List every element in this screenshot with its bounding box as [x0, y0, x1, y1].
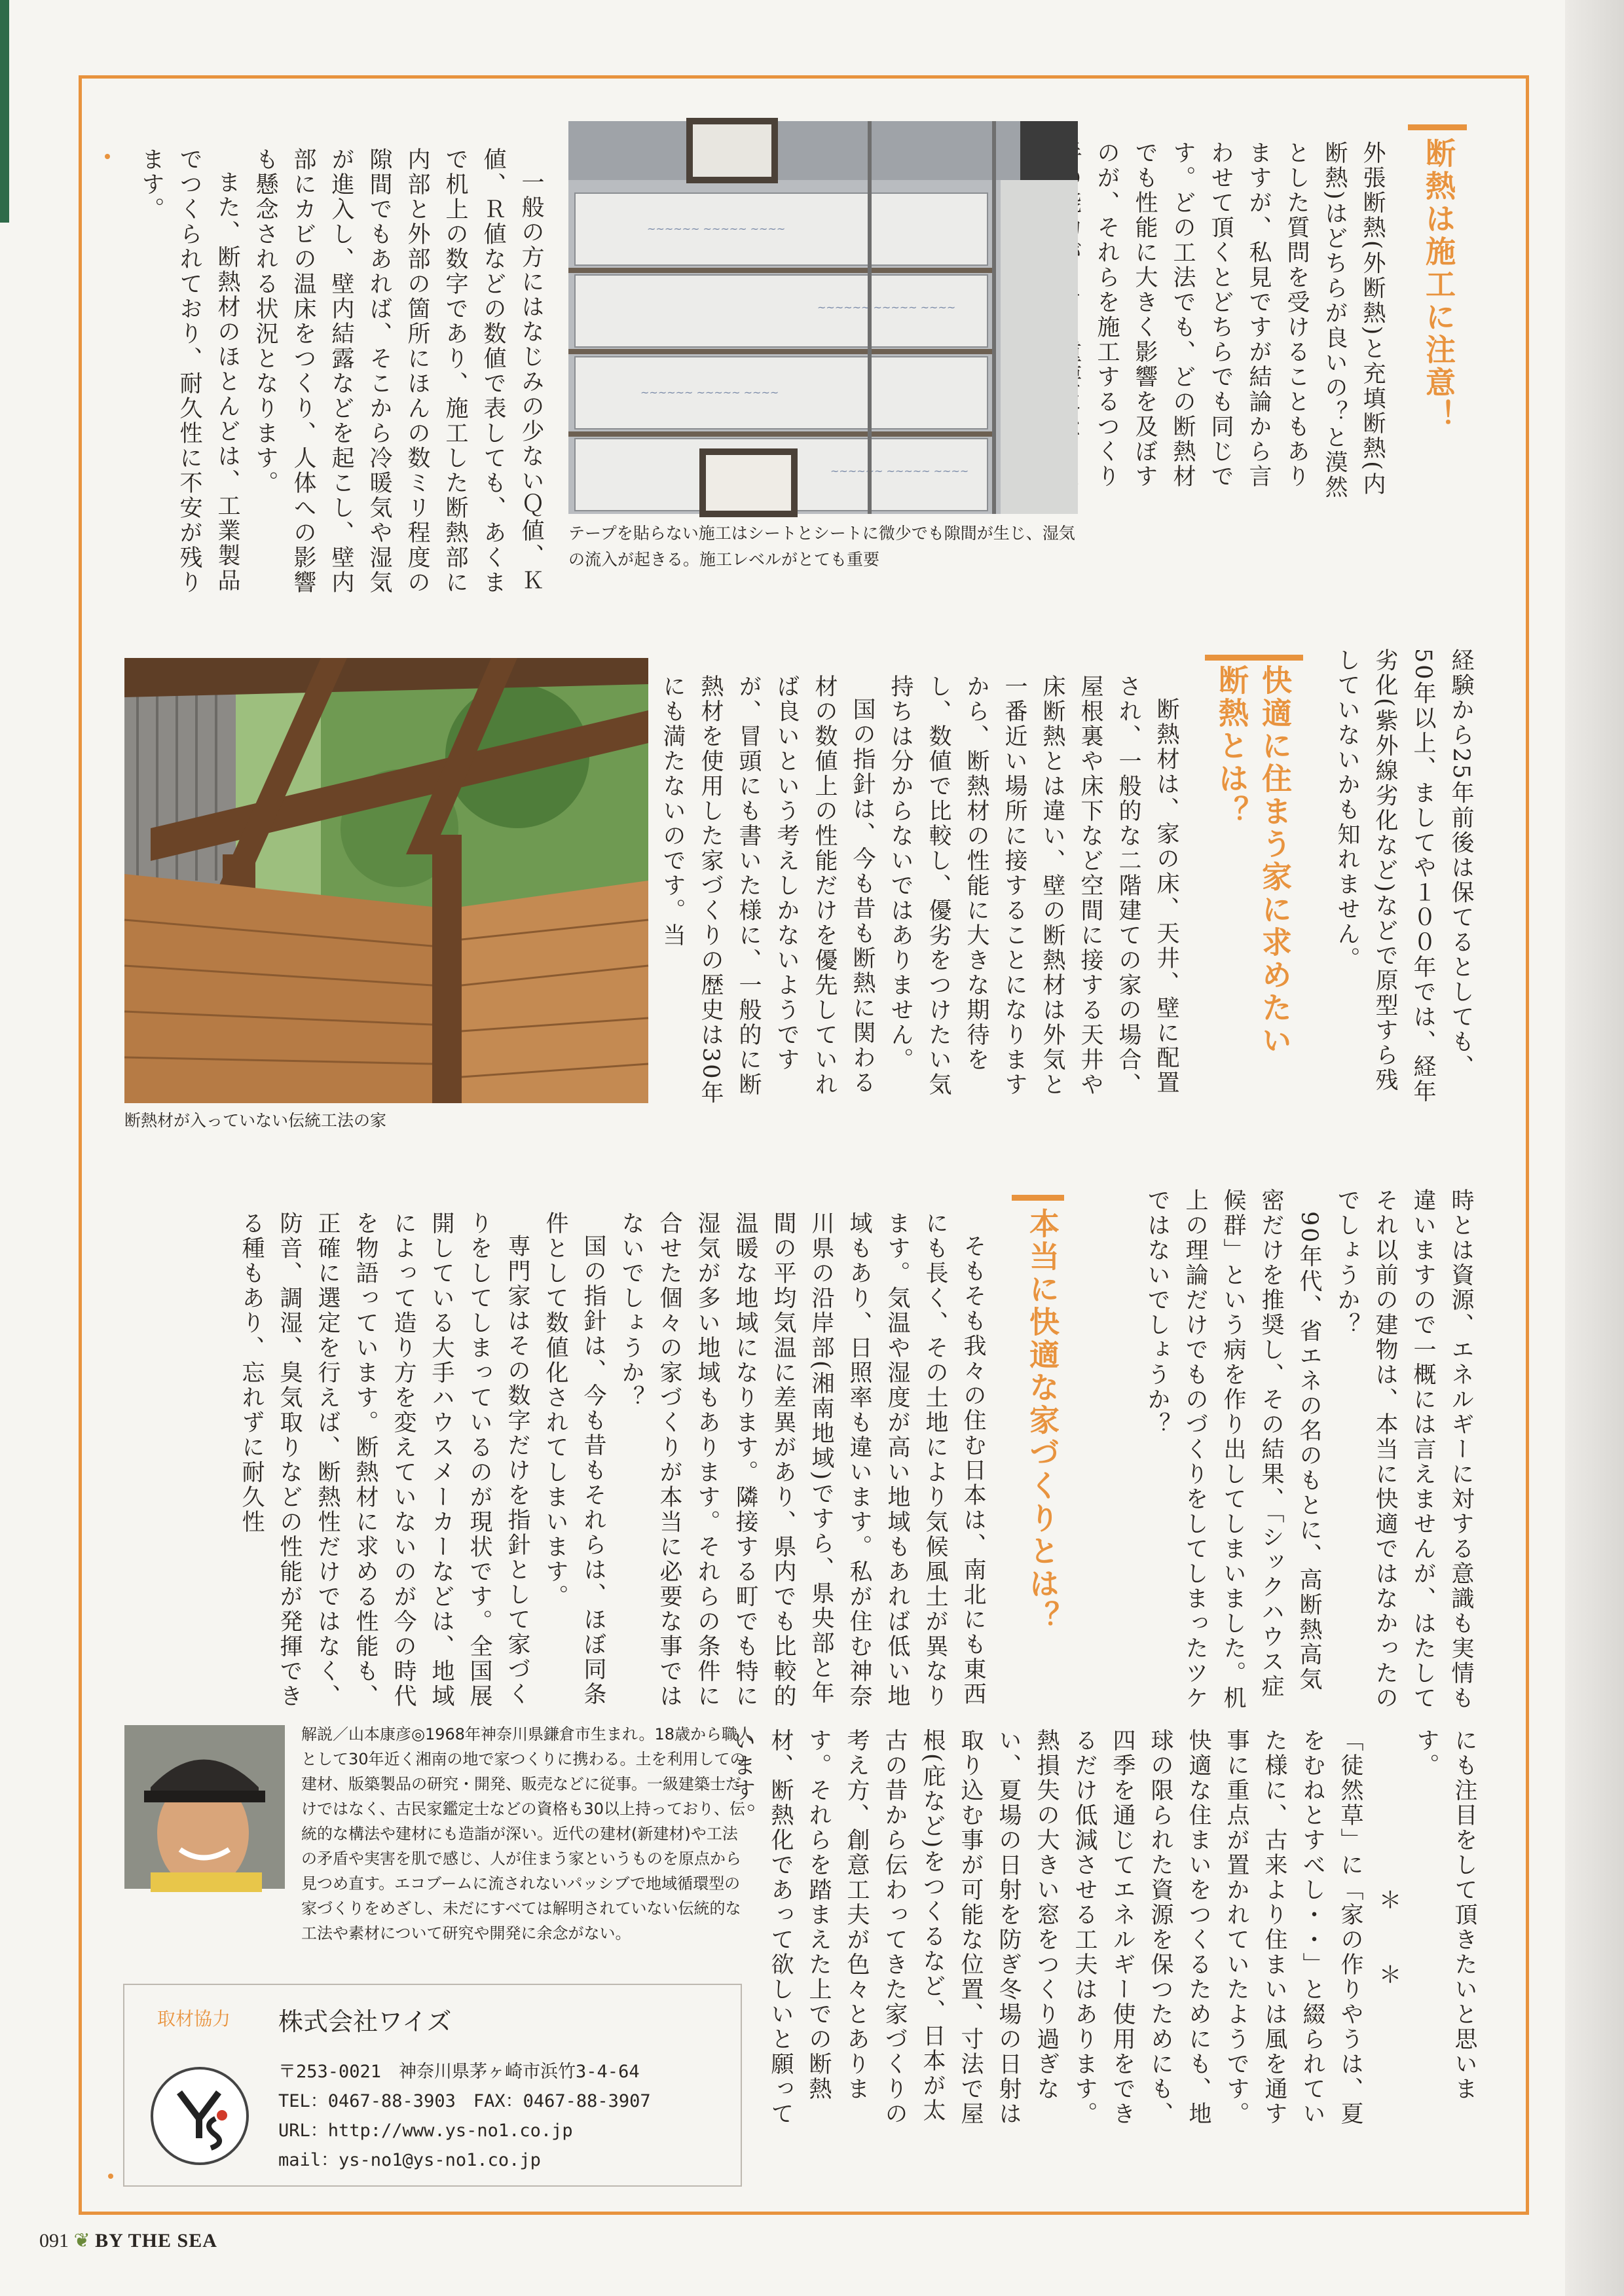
author-portrait [124, 1725, 285, 1889]
heading-bar [1205, 655, 1303, 661]
leaf-icon: ❦ [73, 2230, 96, 2251]
credit-phone-fax: TEL：0467-88-3903 FAX：0467-88-3907 [278, 2091, 651, 2111]
paragraph: 時とは資源、エネルギーに対する意識も実情も違いますので一概には言えませんが、はたしてそれ以前の建物は、本当に快適ではなかったのでしょうか？ [1334, 1188, 1474, 1711]
credit-label: 取材協力 [157, 2008, 231, 2030]
section-divider-stars: ＊ ＊ [1375, 1888, 1401, 1988]
section-heading-truly-comfortable-house: 本当に快適な家づくりとは？ [1025, 1208, 1060, 1633]
photo-caption: 断熱材が入っていない伝統工法の家 [124, 1111, 387, 1130]
svg-text:~~~~~~ ~~~~~ ~~~~: ~~~~~~ ~~~~~ ~~~~ [817, 301, 956, 314]
section-body-insulation-construction [1051, 141, 1392, 507]
credit-company-name: 株式会社ワイズ [278, 2007, 452, 2036]
decorative-dot [108, 2174, 113, 2179]
section-body-history [1139, 1188, 1480, 1712]
paragraph: にも注目をして頂きたいと思います。 [1413, 1728, 1477, 2102]
paragraph: 国の指針は、今も昔も断熱に関わる材の数値上の性能だけを優先していれば良いという考えしかないようですが、冒頭にも書いた様に、一般的に断熱材を使用した家づくりの歴史は30年にも満たないのです。当 [659, 674, 876, 1106]
section-body-insulation-values [118, 147, 550, 606]
svg-text:~~~~~~ ~~~~~ ~~~~: ~~~~~~ ~~~~~ ~~~~ [640, 386, 779, 399]
section-body-truly-comfortable-house [124, 1211, 992, 1722]
svg-text:~~~~~~ ~~~~~ ~~~~: ~~~~~~ ~~~~~ ~~~~ [647, 223, 786, 235]
paragraph: また、断熱材のほとんどは、工業製品でつくられており、耐久性に不安が残ります。 [138, 147, 240, 595]
heading-bar [1012, 1195, 1064, 1201]
photo-caption: テープを貼らない施工はシートとシートに微少でも隙間が生じ、湿気の流入が起きる。施工レベルがとても重要 [568, 524, 1075, 569]
adjacent-page-edge [0, 0, 9, 223]
author-bio: 解説／山本康彦◎1968年神奈川県鎌倉市生まれ。18歳から職人として30年近く湘南の地で家つくりに携わる。土を利用しての建材、版築製品の研究・開発、販売などに従事。一級建築士だけではなく、古民家鑑定士などの資格も30以上持っており、伝統的な構法や建材にも造詣が深い。近代の建材(新建材)や工法の矛盾や実害を肌で感じ、人が住まう家というものを原点から見つめ直す。エコブームに流されないパッシブで地域循環型の家づくりをめざし、未だにすべては解明されていない伝統的な工法や素材について研究や開発に余念がない。 [301, 1725, 753, 1942]
svg-text:~~~~~~ ~~~~~ ~~~~: ~~~~~~ ~~~~~ ~~~~ [830, 465, 969, 477]
section-heading-comfortable-insulation: 快適に住まう家に求めたい断熱とは？ [1214, 665, 1293, 1057]
credit-address: 〒253-0021 神奈川県茅ヶ崎市浜竹3-4-64 [278, 2062, 640, 2082]
company-logo [151, 2067, 249, 2165]
credit-url[interactable]: URL：http://www.ys-no1.co.jp [278, 2121, 573, 2141]
decorative-dot [105, 154, 110, 159]
paragraph: 90年代、省エネの名のもとに、高断熱高気密だけを推奨し、その結果、「シックハウス症候群」という病を作り出してしまいました。机上の理論だけでものづくりをしてしまったツケではないでしょうか？ [1144, 1188, 1322, 1711]
paragraph: 専門家はその数字だけを指針として家づくりをしてしまっているのが現状です。全国展開している大手ハウスメーカーなどは、地域によって造り方を変えていないのが今の時代を物語っています。断熱材に求める性能も、正確に選定を行えば、断熱性だけではなく、防音、調湿、臭気取りなどの性能が発揮できる種もあり、忘れずに耐久性 [238, 1211, 530, 1709]
paragraph: 断熱材は、家の床、天井、壁に配置され、一般的な二階建ての家の場合、屋根裏や床下など空間に接する天井や床断熱とは違い、壁の断熱材は外気と一番近い場所に接することになりますから、断熱材の性能に大きな期待をし、数値で比較し、優劣をつけたい気持ちは分からないではありません。 [887, 674, 1179, 1097]
page-number: 091 [39, 2230, 69, 2251]
section-body-comfortable-insulation [661, 674, 1185, 1106]
heading-bar [1408, 124, 1467, 130]
section-body-durability [1329, 648, 1480, 1106]
section-heading-insulation-construction: 断熱は施工に注意！ [1421, 137, 1456, 432]
credit-box [123, 1984, 742, 2187]
paragraph: 一般の方にはなじみの少ないＱ値、Ｋ値、Ｒ値などの数値で表しても、あくまで机上の数字であり、施工した断熱部に内部と外部の箇所にほんの数ミリ程度の隙間でもあれば、そこから冷暖気や湿気が進入し、壁内結露などを起こし、壁内部にカビの温床をつくり、人体への影響も懸念される状況となります。 [252, 147, 544, 595]
paragraph: 外張断熱(外断熱)と充填断熱(内断熱)はどちらが良いの？と漠然とした質問を受けることもありますが、私見ですが結論から言わせて頂くとどちらでも同じです。どの工法でも、どの断熱材でも性能に大きく影響を及ぼすのが、それらを施工するつくり [1094, 141, 1386, 500]
paragraph: 経験から25年前後は保てるとしても、50年以上、ましてや１００年では、経年劣化(紫外線劣化など)などで原型すら残していないかも知れません。 [1334, 648, 1474, 1104]
paragraph: そもそも我々の住む日本は、南北にも東西にも長く、その土地により気候風土が異なります。気温や湿度が高い地域もあれば低い地域もあり、日照率も違います。私が住む神奈川県の沿岸部(湘南地域)ですら、県央部と年間の平均気温に差異があり、県内でも比較的温暖な地域になります。隣接する町でも特に湿気が多い地域もあります。それらの条件に合せた個々の家づくりが本当に必要な事ではないでしょうか？ [618, 1211, 986, 1709]
photo-wall-sheathing [568, 121, 1078, 514]
page-folio [39, 2229, 217, 2252]
paragraph: 「徒然草」に「家の作りやうは、夏をむねとすべし・・」と綴られていた様に、古来より住まいは風を通す事に重点が置かれていたようです。快適な住まいをつくるためにも、地球の限られた資源を保つためにも、四季を通じてエネルギー使用をできるだけ低減させる工夫はあります。熱損失の大きい窓をつくり過ぎない、夏場の日射を防ぎ冬場の日射は取り込む事が可能な位置、寸法で屋根(庇など)をつくるなど、日本が太古の昔から伝わってきた家づくりの考え方、創意工夫が色々とあります。それらを踏まえた上での断熱材、断熱化であって欲しいと願っています。 [729, 1728, 1363, 2126]
paragraph: 国の指針は、今も昔もそれらは、ほぼ同条件として数値化されてしまいます。 [542, 1211, 606, 1707]
section-body-conclusion [729, 1728, 1483, 2147]
photo-traditional-house [124, 658, 648, 1103]
page-spine-shadow [1565, 0, 1624, 2296]
credit-email[interactable]: mail：ys-no1@ys-no1.co.jp [278, 2150, 541, 2170]
magazine-name: BY THE SEA [95, 2230, 217, 2251]
